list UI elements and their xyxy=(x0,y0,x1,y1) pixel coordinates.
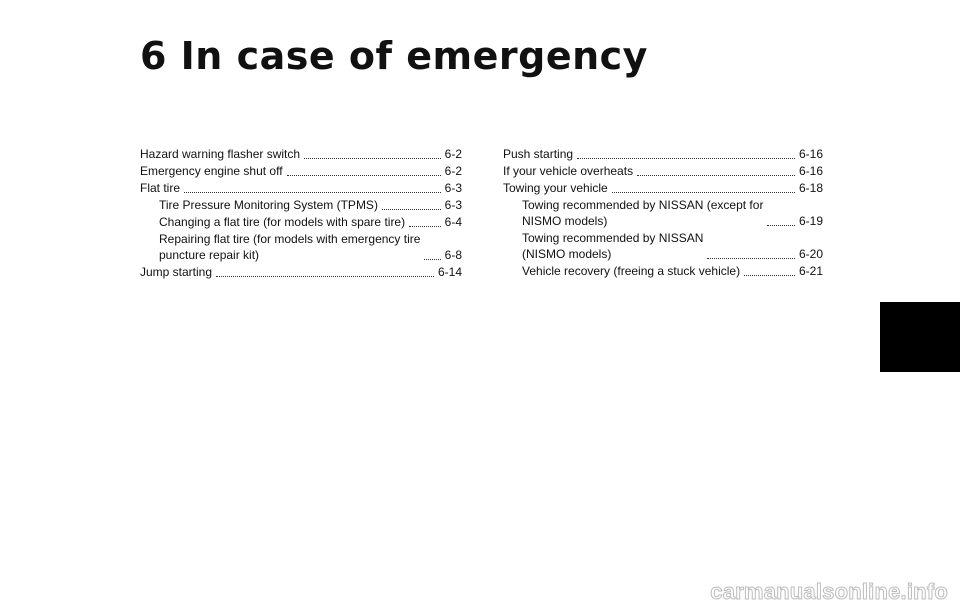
toc-dot-leader xyxy=(216,276,434,277)
toc-page-number: 6-16 xyxy=(798,164,823,178)
toc-entry-changing-flat-tire[interactable] xyxy=(140,214,462,230)
toc-entry-title: Jump starting xyxy=(140,265,213,279)
toc-left-column xyxy=(140,146,462,281)
toc-entry-towing-your-vehicle[interactable] xyxy=(503,180,823,196)
toc-entry-flat-tire[interactable] xyxy=(140,180,462,196)
toc-entry-jump-starting[interactable] xyxy=(140,264,462,280)
toc-entry-title: Towing recommended by NISSAN (NISMO models) xyxy=(522,231,704,261)
toc-dot-leader xyxy=(744,275,795,276)
toc-page-number: 6-14 xyxy=(437,265,462,279)
watermark: carmanualsonline.info xyxy=(710,579,948,604)
toc-dot-leader xyxy=(382,209,441,210)
toc-page-number: 6-19 xyxy=(798,214,823,228)
toc-entry-title: Changing a flat tire (for models with spare tire) xyxy=(159,215,406,229)
toc-dot-leader xyxy=(612,192,795,193)
toc-entry-title: Tire Pressure Monitoring System (TPMS) xyxy=(159,198,378,212)
toc-entry-title: Towing recommended by NISSAN (except for NISMO models) xyxy=(522,198,764,228)
toc-dot-leader xyxy=(767,225,795,226)
toc-entry-towing-nismo[interactable] xyxy=(503,230,823,262)
toc-page-number: 6-3 xyxy=(444,198,462,212)
toc-dot-leader xyxy=(577,158,795,159)
toc-entry-hazard-warning-flasher-switch[interactable] xyxy=(140,146,462,162)
toc-dot-leader xyxy=(637,175,795,176)
toc-page-number: 6-20 xyxy=(798,247,823,261)
toc-page-number: 6-8 xyxy=(444,248,462,262)
toc-entry-title: Vehicle recovery (freeing a stuck vehicle) xyxy=(522,264,741,278)
toc-entry-title: Flat tire xyxy=(140,181,181,195)
toc-page-number: 6-4 xyxy=(444,215,462,229)
toc-dot-leader xyxy=(409,226,441,227)
toc-entry-title: Hazard warning flasher switch xyxy=(140,147,301,161)
toc-entry-towing-except-nismo[interactable] xyxy=(503,197,823,229)
toc-entry-title: Repairing flat tire (for models with emergency tire puncture repair kit) xyxy=(159,232,421,262)
toc-dot-leader xyxy=(304,158,441,159)
toc-page-number: 6-2 xyxy=(444,164,462,178)
toc-right-column xyxy=(503,146,823,280)
chapter-thumb-tab xyxy=(880,302,960,372)
toc-entry-repairing-flat-tire[interactable] xyxy=(140,231,462,263)
toc-dot-leader xyxy=(424,259,440,260)
toc-entry-title: Push starting xyxy=(503,147,574,161)
toc-page-number: 6-18 xyxy=(798,181,823,195)
toc-entry-push-starting[interactable] xyxy=(503,146,823,162)
toc-page-number: 6-3 xyxy=(444,181,462,195)
toc-page-number: 6-2 xyxy=(444,147,462,161)
toc-entry-title: Emergency engine shut off xyxy=(140,164,283,178)
toc-dot-leader xyxy=(287,175,441,176)
toc-entry-vehicle-overheats[interactable] xyxy=(503,163,823,179)
toc-entry-vehicle-recovery[interactable] xyxy=(503,263,823,279)
toc-page-number: 6-16 xyxy=(798,147,823,161)
toc-entry-title: Towing your vehicle xyxy=(503,181,608,195)
toc-dot-leader xyxy=(707,258,795,259)
toc-entry-tpms[interactable] xyxy=(140,197,462,213)
toc-dot-leader xyxy=(184,192,441,193)
chapter-title: 6 In case of emergency xyxy=(140,34,648,78)
toc-entry-emergency-engine-shut-off[interactable] xyxy=(140,163,462,179)
toc-entry-title: If your vehicle overheats xyxy=(503,164,634,178)
toc-page-number: 6-21 xyxy=(798,264,823,278)
